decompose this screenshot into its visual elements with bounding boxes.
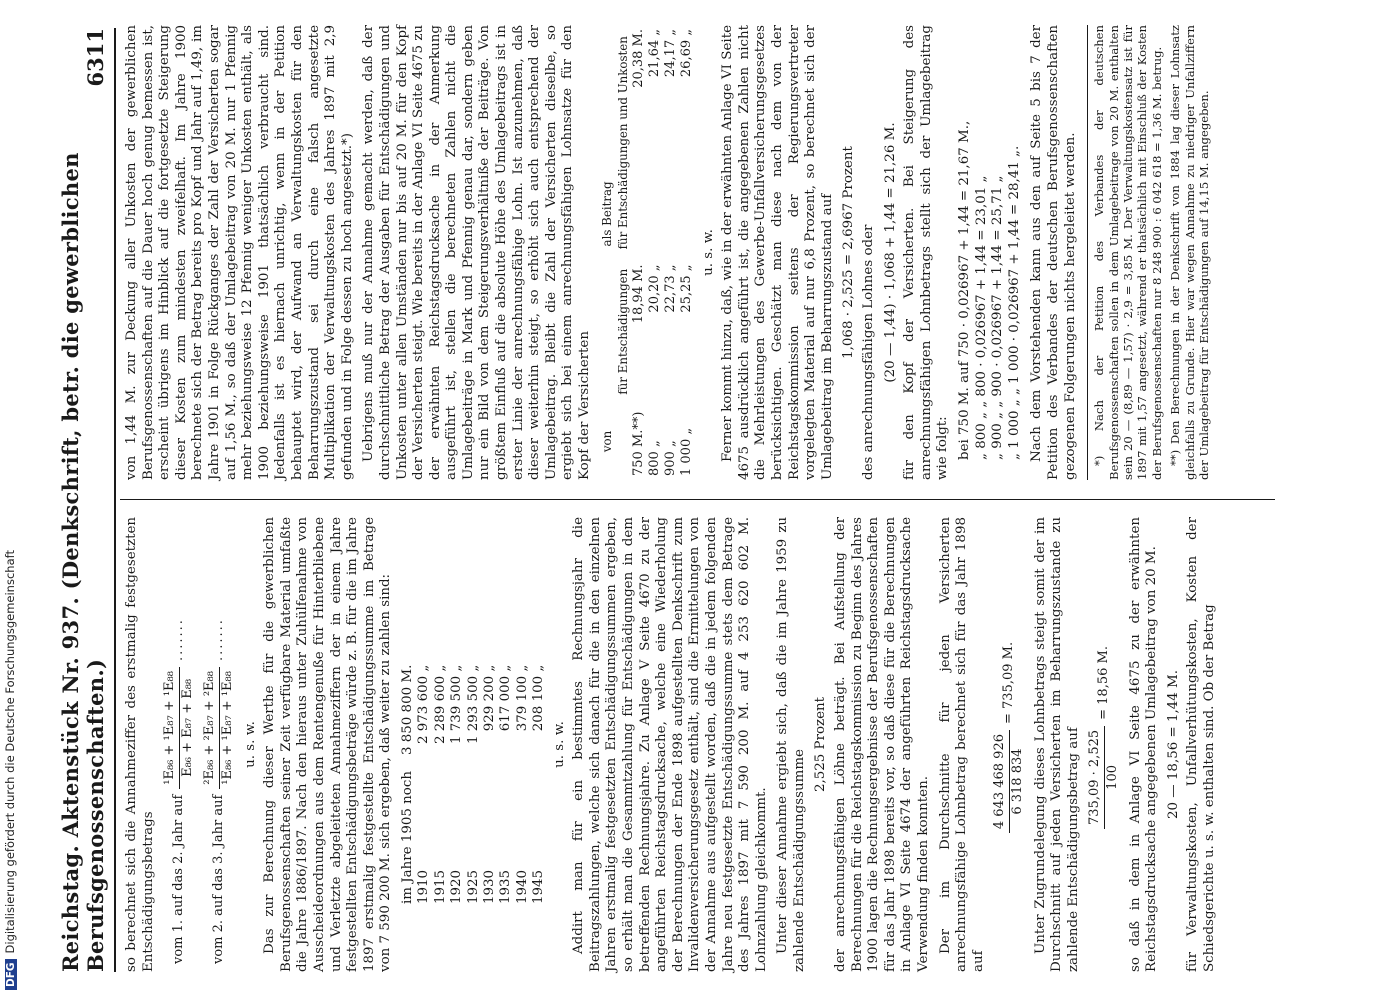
year-row [498,657,514,912]
year-row [449,657,465,912]
leader-dots: ....... [170,618,186,662]
year-label: 1935 [498,869,514,904]
year-value: 3 850 800 M. [399,664,415,756]
right-column [124,25,1215,480]
percent-value: 2,525 Prozent [813,696,829,793]
paragraph: Ferner kommt hinzu, daß, wie in der erwähnten Anlage VI Seite 4675 ausdrücklich angeführt ist, die angegebenen Zahlen nicht die Mehrleistungen des Gewerbe-Unfallversicherungsgesetzes berücksichtigen. Geschätzt man diese nach dem von der Reichstagskommission seitens der Regierungsvertreter vorgelegten Material auf nur 6,8 Prozent, so berechnet sich der Umlagebeitrag im Beharrungszustand auf [720,25,835,480]
year-row [416,657,432,912]
rate-cell: 21,64 „ [646,29,662,78]
usw-note: u. s. w. [242,721,258,768]
year-value: 929 200 „ [481,664,497,732]
fraction [162,667,196,789]
column-header: für Entschädigungen und Unkosten [615,36,630,250]
calc-line: bei 750 M. auf 750 · 0,026967 + 1,44 = 21,67 M., [956,120,972,460]
leader-dots: ....... [211,618,227,662]
footnotes [1087,25,1211,480]
rate-row [679,25,695,480]
year-value: 208 100 „ [531,664,547,732]
year-label: 1940 [514,869,530,904]
rate-cell: 20,38 M. [630,29,646,88]
paragraph: Uebrigens muß nur der Annahme gemacht werden, daß der durchschnittliche Betrag der Ausgaben für Entschädigungen und Unkosten unter allen Umständen nur bis auf 20 M. für den Kopf der Versicherten steigt. Wie bereits in der Anlage VI Seite 4675 zu der erwähnten Reichstagsdrucksache in der Anmerkung ausgeführt ist, stellen die berechneten Zahlen nicht die Umlagebeiträge in Mark und Pfennig genau dar, sondern geben nur ein Bild von dem Steigerungsverhältniße der Beiträge. Von größtem Einfluß auf die absolute Höhe des Umlagebeitrags ist in erster Linie der anrechnungsfähige Lohn. Ist anzunehmen, daß dieser weiterhin steigt, so erhöht sich auch entsprechend der Umlagebeitrag. Bleibt die Zahl der Versicherten dieselbe, so ergiebt sich bei einem anrechnungsfähigen Lohnsatze für den Kopf der Versicherten [361,25,593,480]
rate-cell: 750 M.**) [630,411,646,476]
calc-line: „ 1 000 „ „ 1 000 · 0,026967 + 1,44 = 28,41 „. [1006,145,1022,460]
paragraph: der anrechnungsfähigen Löhne beträgt. Bei Aufstellung der Berechnungen für die Reichstagskommission zu Beginn des Jahres 1900 lagen die Rechnungsergebnisse der Berufsgenossenschaften für das Jahr 1898 bereits vor, so daß diese für die Berechnungen in Anlage VI Seite 4674 der angeführten Reichstagsdrucksache Verwendung finden konnten. [833,517,932,972]
numerator: ¹E₈₆ + ¹E₈₇ + ¹E₈₈ [162,667,180,789]
rate-cell: 800 „ [646,440,662,476]
page-number: 6311 [83,28,108,87]
year-label: 1945 [531,869,547,904]
paragraph: Nach dem Vorstehenden kann aus den auf Seite 5 bis 7 der Petition des Verbandes der deutschen Berufsgenossenschaften gezogenen Folgerungen nichts hergeleitet werden. [1029,25,1078,480]
left-column [124,517,1224,972]
formula-5: 20 — 18,56 = 1,44 M. [1165,669,1181,820]
fraction [1087,726,1121,829]
fraction [992,730,1026,833]
funding-text: Digitalisierung gefördert durch die Deutsche Forschungsgemeinschaft [3,550,17,954]
rate-cell: 24,17 „ [662,29,678,78]
formula-1 [162,517,196,964]
calc-line: „ 900 „ „ 900 · 0,026967 + 1,44 = 25,71 „ [990,175,1006,460]
column-header: für Entschädigungen [615,268,630,395]
rate-cell: 1 000 „ [678,427,694,476]
year-label: 1930 [481,869,497,904]
numerator: 4 643 468 926 [992,730,1010,833]
year-row [515,657,531,912]
footnote: **) Den Berechnungen in der Denkschrift von 1884 lag dieser Lohnsatz gleichfalls zu Grunde. Hier war wegen Annahme zu niedriger Unfallziffern der Umlagebeitrag für Entschädigungen auf 14,15 M. angegeben. [1168,25,1211,480]
dfg-logo: DFG [5,959,17,990]
rate-row [631,25,647,480]
paragraph: so daß in dem in Anlage VI Seite 4675 zu der erwähnten Reichstagsdrucksache angegebenen Umlagebeitrag von 20 M. [1127,517,1160,972]
formula-percent: 1,068 · 2,525 = 2,6967 Prozent [841,146,857,359]
year-row [400,657,416,912]
year-value: 1 739 500 „ [449,664,465,745]
formula-4 [1087,517,1121,964]
year-row [531,657,547,912]
denominator: 100 [1104,765,1120,790]
denominator: ¹E₈₆ + ¹E₈₇ + ¹E₈₈ [219,671,235,785]
year-value: 1 293 500 „ [465,664,481,745]
rates-table [599,25,695,480]
year-table [400,657,548,912]
denominator: 6 318 834 [1010,748,1025,815]
funding-note [3,10,17,990]
year-value: 2 973 600 „ [416,664,432,745]
year-label: 1910 [416,869,432,904]
year-row [466,657,482,912]
paragraph: für den Kopf der Versicherten. Bei Steigerung des anrechnungsfähigen Lohnbetrags stellt sich der Umlagebeitrag wie folgt: [902,25,951,480]
usw-note: u. s. w. [551,721,567,768]
rate-cell: 900 „ [662,440,678,476]
year-row [433,657,449,912]
paragraph: des anrechnungsfähigen Lohnes oder [860,224,876,480]
column-header: als Beitrag [599,181,614,247]
paragraph: Das zur Berechnung dieser Werthe für die gewerblichen Berufsgenossenschaften seiner Zeit verfügbare Material umfaßte die Jahre 1886/1897. Nach den hieraus unter Zuhülfenahme von Ausscheideordnungen aus dem Rentengenuße für Hinterbliebene und Verletzte abgeleiteten Annahmeziffern der in einem Jahre festgestellten Entschädigungsbeträge würde z. B. für die im Jahre 1897 erstmalig festgestellte Entschädigungssumme im Betrage von 7 590 200 M. sich ergeben, daß weiter zu zahlen sind: [262,517,394,972]
year-label: 1920 [449,869,465,904]
fraction [202,667,236,789]
paragraph: von 1,44 M. zur Deckung aller Unkosten der gewerblichen Berufsgenossenschaften auf die Dauer hoch genug bemessen ist, erscheint übrigens im Hinblick auf die fortgesetzte Steigerung dieser Kosten zum mindesten zweifelhaft. Im Jahre 1900 berechnete sich der Betrag bereits pro Kopf und Jahr auf 1,49, im Jahre 1901 in Folge Rückganges der Zahl der Versicherten sogar auf 1,56 M., so daß der Umlagebeitrag von 20 M. nur 1 Pfennig mehr beziehungsweise 12 Pfennig weniger Unkosten enthält, als 1900 beziehungsweise 1901 thatsächlich verbraucht sind. Jedenfalls ist es hiernach unrichtig, wenn in der Petition behauptet wird, der Aufwand an Verwaltungskosten für den Beharrungszustand sei durch eine falsch angesetzte Multiplikation der Verwaltungskosten des Jahres 1897 mit 2,9 gefunden und in Folge dessen zu hoch angesetzt.*) [124,25,355,480]
running-header [58,28,116,972]
calc-list [957,25,1023,460]
usw-note: u. s. w. [700,229,716,276]
formula-label: vom 2. auf das 3. Jahr auf [211,794,227,964]
year-value: 379 100 „ [514,664,530,732]
formula-label: vom 1. auf das 2. Jahr auf [170,794,186,964]
numerator: ²E₈₆ + ²E₈₇ + ²E₈₈ [202,667,220,789]
result: = 18,56 M. [1096,646,1112,720]
footnote: *) Nach der Petition des Verbandes der deutschen Berufsgenossenschaften sollen in dem Umlagebeitrage von 20 M. enthalten sein 20 — (8,89 — 1,57) · 2,9 = 3,85 M. Der Verwaltungskostensatz ist für 1897 mit 1,57 angesetzt, während er thatsächlich mit Einschluß der Kosten der Berufsgenossenschaften nur 8 248 900 : 6 042 618 = 1,36 M. betrug. [1092,25,1164,480]
calc-line: „ 800 „ „ 800 · 0,026967 + 1,44 = 23,01 „ [973,175,989,460]
rate-cell: 18,94 M. [630,264,646,324]
paragraph: Der im Durchschnitte für jeden Versicherten anrechnungsfähige Lohnbetrag berechnet sich für das Jahr 1898 auf [937,517,986,972]
paragraph: Addirt man für ein bestimmtes Rechnungsjahr die Beitragszahlungen, welche sich danach für die in den einzelnen Jahren erstmalig festgesetzten Entschädigungssummen ergeben, so erhält man die Gesammtzahlung für Entschädigungen in dem betreffenden Rechnungsjahre. Zu Anlage V Seite 4670 zu der angeführten Reichstagsdrucksache, welche eine Wiederholung der Berechnungen der Ende 1898 aufgestellten Denkschrift zum Invalidenversicherungsgesetz enthält, sind die Ermittelungen von der Annahme aus aufgestellt worden, daß die in jedem folgenden Jahre neu festgesetzte Entschädigungssumme stets dem Betrage des Jahres 1897 mit 7 590 200 M. auf 4 253 620 602 M. Lohnzahlung gleichkommt. [571,517,769,972]
rate-cell: 22,73 „ [662,264,678,313]
year-label: 1915 [432,869,448,904]
formula-2 [202,517,236,964]
year-label: im Jahre 1905 noch [399,771,415,904]
paragraph: für Verwaltungskosten, Unfallverhütungskosten, Kosten der Schiedsgerichte u. s. w. enthalten sind. Ob der Betrag [1185,517,1217,972]
column-header: von [599,430,614,453]
numerator: 735,09 · 2,525 [1087,726,1105,829]
rate-cell: 25,25 „ [678,264,694,313]
paragraph: Unter dieser Annahme ergiebt sich, daß die im Jahre 1959 zu zahlende Entschädigungssumme [775,517,807,972]
header-title: Reichstag. Aktenstück Nr. 937. (Denkschrift, betr. die gewerblichen Berufsgenossenschaften.) [58,152,108,972]
year-row [482,657,498,912]
column-divider [120,499,1275,500]
year-label: 1925 [465,869,481,904]
result: = 735,09 M. [1001,641,1017,724]
year-value: 617 000 „ [498,664,514,732]
document-page [60,0,1315,1000]
formula-3 [992,517,1026,964]
paragraph: so berechnet sich die Annahmeziffer des erstmalig festgesetzten Entschädigungsbetrags [124,517,156,972]
digitization-sidebar [0,0,22,1000]
rate-row [647,25,663,480]
paragraph: Unter Zugrundelegung dieses Lohnbetrags steigt somit der im Durchschnitt auf jeden Versicherten im Beharrungszustande zu zahlende Entschädigungsbetrag auf [1032,517,1081,972]
denominator: E₈₆ + E₈₇ + E₈₈ [179,678,195,777]
rate-cell: 20,20 „ [646,264,662,313]
rate-row [663,25,679,480]
formula-kopf: (20 — 1,44) · 1,068 + 1,44 = 21,26 M. [882,122,898,383]
rate-cell: 26,69 „ [678,29,694,78]
year-value: 2 289 600 „ [432,664,448,745]
